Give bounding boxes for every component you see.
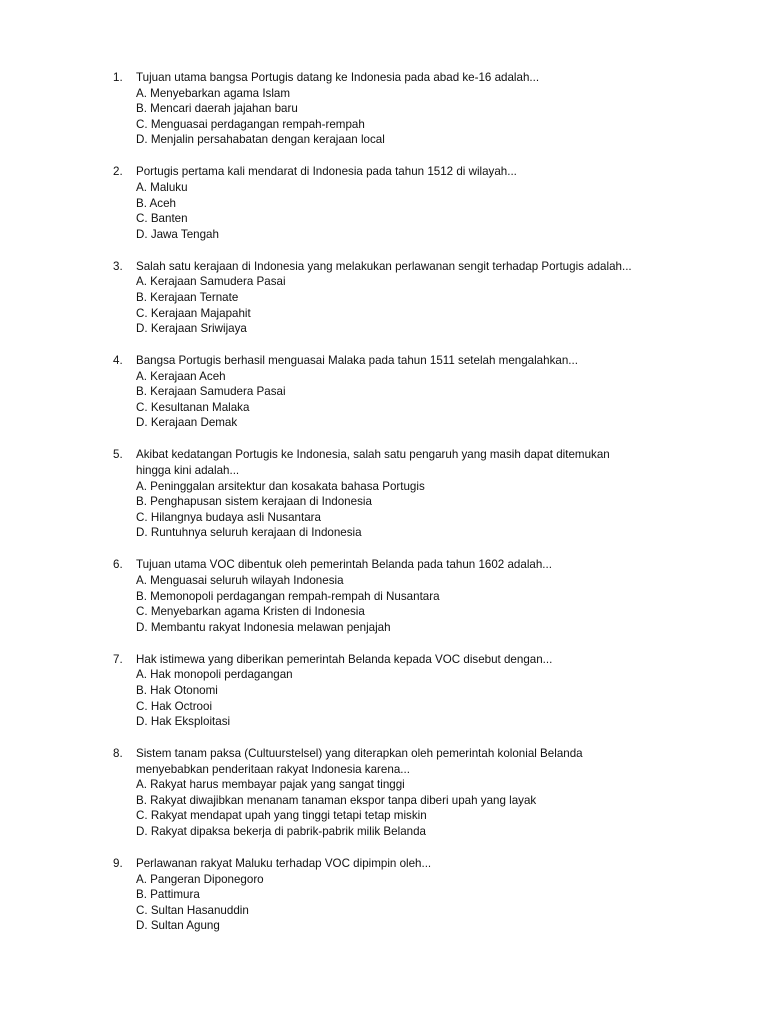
question-text bbox=[136, 70, 713, 86]
answer-options bbox=[136, 180, 713, 242]
question-text-line: Salah satu kerajaan di Indonesia yang melakukan perlawanan sengit terhadap Portugis adalah... bbox=[136, 259, 632, 273]
answer-option-a: A. Kerajaan Samudera Pasai bbox=[136, 275, 286, 289]
question-3 bbox=[113, 259, 713, 337]
question-stem bbox=[113, 856, 713, 872]
answer-option-b: B. Hak Otonomi bbox=[136, 683, 218, 697]
question-list bbox=[113, 70, 713, 950]
answer-option-c: C. Kesultanan Malaka bbox=[136, 400, 250, 414]
answer-option-b: B. Memonopoli perdagangan rempah-rempah di Nusantara bbox=[136, 589, 440, 603]
question-text-line: Sistem tanam paksa (Cultuurstelsel) yang diterapkan oleh pemerintah kolonial Belanda bbox=[136, 747, 583, 761]
question-number: 6. bbox=[113, 558, 123, 572]
question-9 bbox=[113, 856, 713, 934]
question-stem bbox=[113, 652, 713, 668]
answer-option-c: C. Menyebarkan agama Kristen di Indonesia bbox=[136, 605, 365, 619]
question-number: 3. bbox=[113, 259, 123, 273]
answer-option-c: C. Kerajaan Majapahit bbox=[136, 306, 251, 320]
question-stem bbox=[113, 557, 713, 573]
answer-option-a: A. Menguasai seluruh wilayah Indonesia bbox=[136, 573, 344, 587]
question-number: 7. bbox=[113, 652, 123, 666]
question-text bbox=[136, 746, 713, 777]
question-text bbox=[136, 353, 713, 369]
answer-option-a: A. Maluku bbox=[136, 180, 188, 194]
question-7 bbox=[113, 652, 713, 730]
question-text bbox=[136, 447, 713, 478]
question-stem bbox=[113, 259, 713, 275]
answer-option-a: A. Menyebarkan agama Islam bbox=[136, 86, 291, 100]
question-8 bbox=[113, 746, 713, 840]
question-text-line: Perlawanan rakyat Maluku terhadap VOC dipimpin oleh... bbox=[136, 857, 432, 871]
answer-option-d: D. Membantu rakyat Indonesia melawan penjajah bbox=[136, 620, 391, 634]
question-number: 9. bbox=[113, 857, 123, 871]
answer-options bbox=[136, 872, 713, 934]
question-2 bbox=[113, 164, 713, 242]
question-text-line: Tujuan utama VOC dibentuk oleh pemerintah Belanda pada tahun 1602 adalah... bbox=[136, 558, 552, 572]
question-text-line: Bangsa Portugis berhasil menguasai Malaka pada tahun 1511 setelah mengalahkan... bbox=[136, 354, 578, 368]
answer-option-d: D. Kerajaan Demak bbox=[136, 416, 238, 430]
answer-option-b: B. Pattimura bbox=[136, 888, 200, 902]
answer-options bbox=[136, 573, 713, 635]
question-number: 2. bbox=[113, 165, 123, 179]
question-number: 4. bbox=[113, 354, 123, 368]
question-text bbox=[136, 557, 713, 573]
answer-options bbox=[136, 667, 713, 729]
question-text bbox=[136, 652, 713, 668]
question-1 bbox=[113, 70, 713, 148]
question-4 bbox=[113, 353, 713, 431]
answer-option-c: C. Hak Octrooi bbox=[136, 699, 213, 713]
question-text-line: Akibat kedatangan Portugis ke Indonesia, salah satu pengaruh yang masih dapat ditemukan bbox=[136, 448, 610, 462]
answer-option-d: D. Jawa Tengah bbox=[136, 227, 219, 241]
answer-option-a: A. Peninggalan arsitektur dan kosakata bahasa Portugis bbox=[136, 479, 425, 493]
answer-options bbox=[136, 777, 713, 839]
question-number: 1. bbox=[113, 71, 123, 84]
answer-option-a: A. Hak monopoli perdagangan bbox=[136, 668, 293, 682]
question-stem bbox=[113, 353, 713, 369]
answer-option-a: A. Pangeran Diponegoro bbox=[136, 872, 264, 886]
answer-option-c: C. Banten bbox=[136, 212, 188, 226]
answer-option-a: A. Kerajaan Aceh bbox=[136, 369, 226, 383]
answer-option-d: D. Kerajaan Sriwijaya bbox=[136, 322, 247, 336]
answer-options bbox=[136, 86, 713, 148]
question-text bbox=[136, 856, 713, 872]
answer-options bbox=[136, 369, 713, 431]
question-number: 5. bbox=[113, 448, 123, 462]
question-text-line: Portugis pertama kali mendarat di Indonesia pada tahun 1512 di wilayah... bbox=[136, 165, 517, 179]
answer-option-b: B. Aceh bbox=[136, 196, 176, 210]
question-text-line: Hak istimewa yang diberikan pemerintah Belanda kepada VOC disebut dengan... bbox=[136, 652, 553, 666]
question-text-line: hingga kini adalah... bbox=[136, 464, 240, 478]
question-stem bbox=[113, 70, 713, 86]
answer-option-b: B. Kerajaan Ternate bbox=[136, 290, 239, 304]
answer-options bbox=[136, 479, 713, 541]
answer-options bbox=[136, 274, 713, 336]
answer-option-d: D. Menjalin persahabatan dengan kerajaan local bbox=[136, 133, 385, 147]
question-5 bbox=[113, 447, 713, 541]
question-text-line: Tujuan utama bangsa Portugis datang ke Indonesia pada abad ke-16 adalah... bbox=[136, 71, 540, 84]
question-6 bbox=[113, 557, 713, 635]
answer-option-c: C. Menguasai perdagangan rempah-rempah bbox=[136, 117, 365, 131]
answer-option-c: C. Hilangnya budaya asli Nusantara bbox=[136, 510, 321, 524]
answer-option-d: D. Sultan Agung bbox=[136, 919, 220, 933]
question-number: 8. bbox=[113, 747, 123, 761]
answer-option-b: B. Rakyat diwajibkan menanam tanaman ekspor tanpa diberi upah yang layak bbox=[136, 793, 537, 807]
answer-option-a: A. Rakyat harus membayar pajak yang sangat tinggi bbox=[136, 778, 405, 792]
answer-option-b: B. Mencari daerah jajahan baru bbox=[136, 102, 298, 116]
answer-option-c: C. Sultan Hasanuddin bbox=[136, 903, 249, 917]
question-stem bbox=[113, 164, 713, 180]
question-stem bbox=[113, 746, 713, 777]
answer-option-d: D. Hak Eksploitasi bbox=[136, 715, 231, 729]
question-stem bbox=[113, 447, 713, 478]
question-text bbox=[136, 259, 713, 275]
answer-option-c: C. Rakyat mendapat upah yang tinggi tetapi tetap miskin bbox=[136, 809, 427, 823]
answer-option-b: B. Penghapusan sistem kerajaan di Indonesia bbox=[136, 495, 372, 509]
answer-option-d: D. Rakyat dipaksa bekerja di pabrik-pabrik milik Belanda bbox=[136, 825, 426, 839]
answer-option-b: B. Kerajaan Samudera Pasai bbox=[136, 385, 286, 399]
answer-option-d: D. Runtuhnya seluruh kerajaan di Indonesia bbox=[136, 526, 362, 540]
question-text bbox=[136, 164, 713, 180]
question-text-line: menyebabkan penderitaan rakyat Indonesia karena... bbox=[136, 762, 410, 776]
